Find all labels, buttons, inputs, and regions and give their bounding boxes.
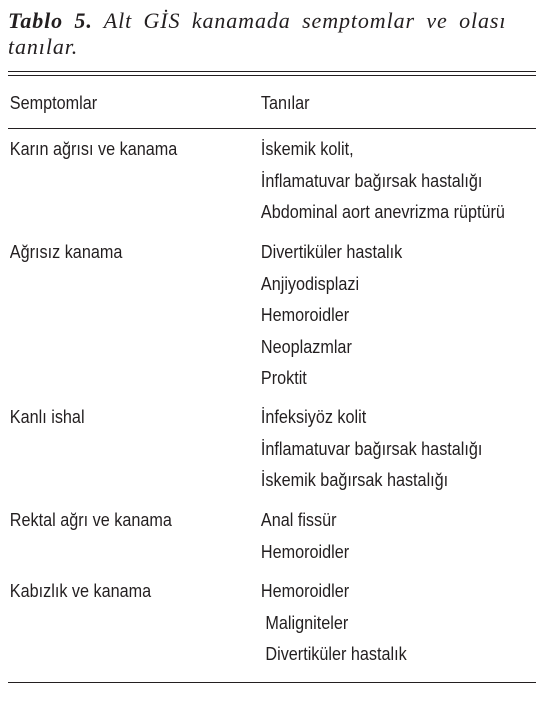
diagnosis-item: İnflamatuvar bağırsak hastalığı <box>260 170 483 191</box>
table-caption-text: Alt GİS kanamada semptomlar ve olası tanılar. <box>8 8 507 59</box>
bottom-rule <box>8 682 536 683</box>
diagnoses-cell <box>261 505 349 568</box>
symptom-cell: Kanlı ishal <box>9 407 85 427</box>
top-double-rule-upper <box>8 71 536 72</box>
diagnosis-item: Maligniteler <box>260 612 349 633</box>
diagnosis-item: İskemik bağırsak hastalığı <box>260 470 449 490</box>
diagnosis-item: Hemoroidler <box>260 305 350 325</box>
diagnosis-item: Neoplazmlar <box>260 336 352 357</box>
table-caption-number: Tablo 5. <box>8 8 93 33</box>
diagnosis-item: Divertiküler hastalık <box>260 644 407 664</box>
symptom-cell: Karın ağrısı ve kanama <box>9 139 178 159</box>
diagnosis-item: Hemoroidler <box>260 541 350 562</box>
diagnoses-cell <box>261 237 402 395</box>
diagnosis-item: Proktit <box>260 368 307 388</box>
header-symptoms: Semptomlar <box>9 93 98 113</box>
diagnosis-item: Anal fissür <box>260 510 337 530</box>
diagnoses-cell <box>261 576 407 671</box>
diagnosis-item: İskemik kolit, <box>260 139 354 159</box>
diagnosis-item: Anjiyodisplazi <box>260 273 360 294</box>
diagnosis-item: İnflamatuvar bağırsak hastalığı <box>260 438 483 459</box>
header-diagnoses: Tanılar <box>260 93 310 113</box>
symptom-cell: Rektal ağrı ve kanama <box>9 510 172 530</box>
diagnosis-item: Abdominal aort anevrizma rüptürü <box>260 202 505 222</box>
symptom-cell: Ağrısız kanama <box>9 242 123 262</box>
symptom-cell: Kabızlık ve kanama <box>9 581 152 601</box>
top-double-rule-lower <box>8 75 536 76</box>
diagnoses-cell <box>261 134 505 229</box>
header-rule <box>8 128 536 129</box>
diagnosis-item: Divertiküler hastalık <box>260 242 403 262</box>
diagnoses-cell <box>261 402 483 497</box>
table-caption <box>8 8 538 60</box>
diagnosis-item: Hemoroidler <box>260 581 350 601</box>
diagnosis-item: İnfeksiyöz kolit <box>260 407 367 427</box>
